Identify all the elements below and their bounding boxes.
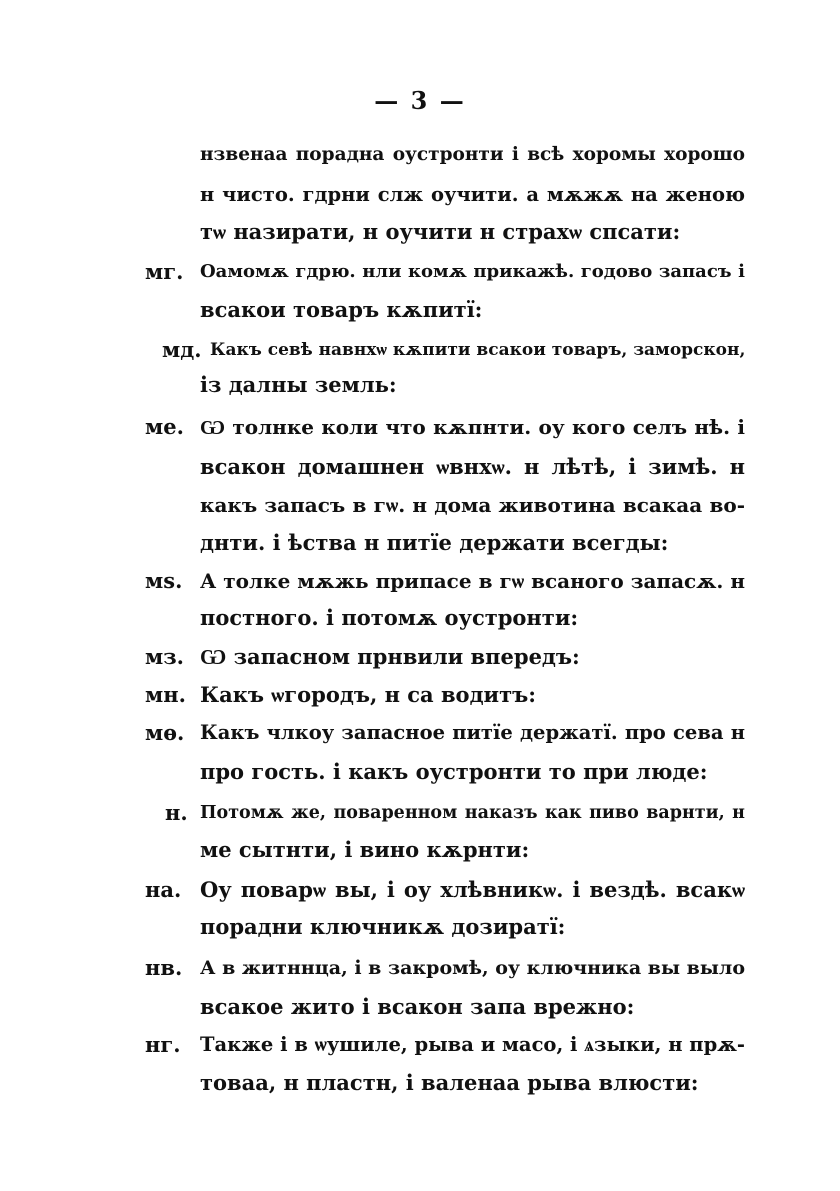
line-text: товаа, н пластн, і валенаа рыва влюсти: [200, 1070, 699, 1095]
line-text: всакон домашнен ѡвнхѡ. н лѣтѣ, і зимѣ. н [200, 454, 745, 479]
line-number: мд. [162, 337, 202, 362]
line-text: Какъ члкоу запасное питїе держатї. про сева н [200, 721, 745, 744]
line-text: Также і в ѡушиле, рыва и масо, і ѧзыки, н прѫ- [200, 1033, 745, 1056]
line-number: ме. [145, 414, 184, 439]
line-text: Ѡ запасном прнвили впередъ: [200, 644, 580, 669]
line-text: постного. і потомѫ оустронти: [200, 605, 579, 630]
line-number: на. [145, 877, 182, 902]
line-text: Потомѫ же, поваренном наказъ как пиво варнти, н [200, 803, 745, 823]
line-text: Какъ ѡгородъ, н са водитъ: [200, 682, 537, 707]
line-number: мз. [145, 644, 184, 669]
line-text: нзвенаа порадна оустронти і всѣ хоромы хорошо [200, 144, 745, 165]
line-text: днти. і ѣства н питїе держати всегды: [200, 530, 669, 555]
line-text: Ѡ толнке коли что кѫпнти. оу кого селъ нѣ. і [200, 415, 745, 439]
line-text: А толке мѫжь припасе в гѡ всаного запасѫ. н [200, 569, 745, 593]
line-text: Какъ севѣ навнхѡ кѫпити всакои товаръ, заморскон, [210, 340, 745, 360]
line-text: тѡ назирати, н оучити н страхѡ спсати: [200, 219, 681, 244]
line-text: А в житннца, і в закромѣ, оу ключника вы выло [200, 957, 745, 979]
line-number: мѳ. [145, 720, 185, 745]
line-text: про гость. і какъ оустронти то при люде: [200, 759, 708, 784]
page-number: — 3 — [374, 86, 466, 115]
line-number: н. [165, 800, 188, 825]
line-text: всакое жито і всакон запа врежно: [200, 994, 635, 1019]
line-number: нв. [145, 955, 183, 980]
line-text: всакои товаръ кѫпитї: [200, 297, 483, 322]
line-number: нг. [145, 1032, 181, 1057]
line-number: мн. [145, 682, 186, 707]
line-number: мѕ. [145, 568, 183, 593]
line-text: н чисто. гдрни слж оучити. а мѫжѫ на женою [200, 183, 745, 206]
line-text: Оамомѫ гдрю. нли комѫ прикажѣ. годово запасъ і [200, 261, 745, 282]
line-text: какъ запасъ в гѡ. н дома животина всакаа во- [200, 493, 745, 517]
line-text: ме сытнти, і вино кѫрнти: [200, 837, 530, 862]
line-text: порадни ключникѫ дозиратї: [200, 914, 566, 939]
line-text: Оу поварѡ вы, і оу хлѣвникѡ. і вездѣ. всакѡ [200, 877, 745, 902]
line-text: із далны земль: [200, 372, 397, 397]
line-number: мг. [145, 259, 184, 284]
